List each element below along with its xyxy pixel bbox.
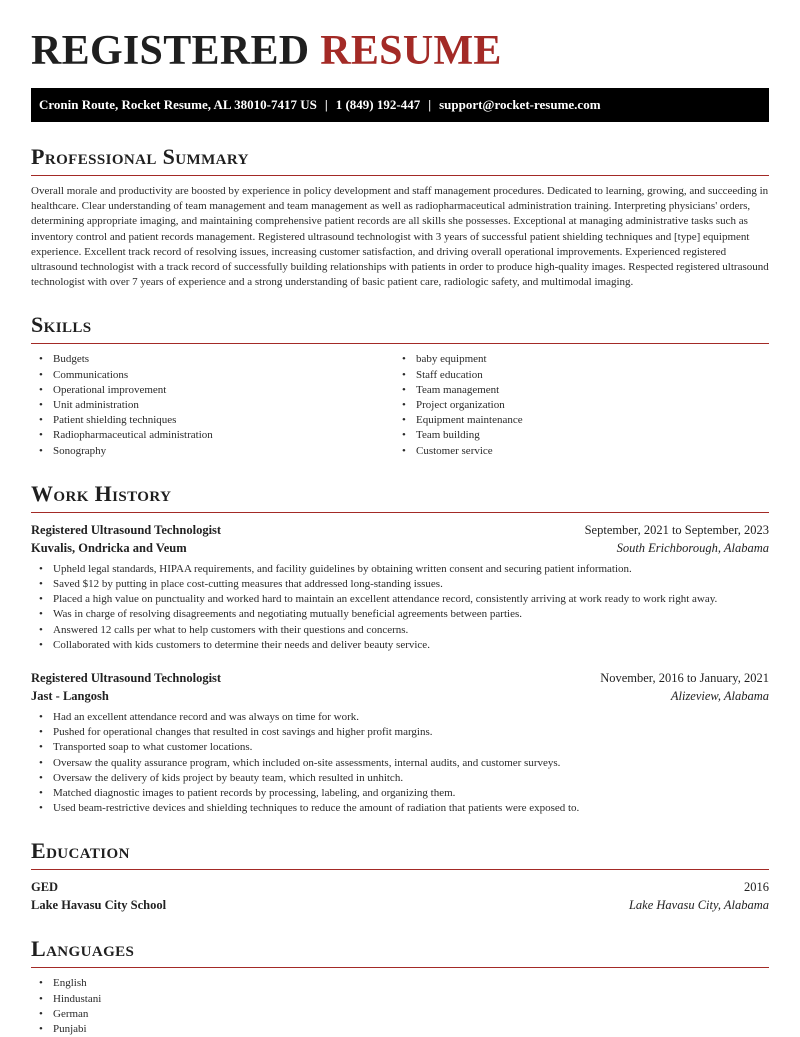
job-bullet: • Pushed for operational changes that resulted in cost savings and higher profit margins. [31, 725, 769, 740]
job-bullet: • Oversaw the delivery of kids project by beauty team, which resulted in unhitch. [31, 771, 769, 786]
job-company-row [31, 687, 769, 705]
job-bullets [31, 562, 769, 653]
education-year: 2016 [744, 880, 769, 895]
address: Cronin Route, Rocket Resume, AL 38010-7417 US [39, 97, 317, 112]
contact-separator: | [324, 97, 328, 112]
languages-heading: Languages [31, 936, 135, 962]
skill-item: • Staff education [394, 368, 757, 383]
job-title: Registered Ultrasound Technologist [31, 671, 222, 686]
first-name: REGISTERED [31, 28, 310, 74]
job-bullets [31, 710, 769, 816]
job-header-row [31, 521, 769, 539]
languages-list [31, 976, 769, 1037]
job-bullet: • Upheld legal standards, HIPAA requirements, and facility guidelines by obtaining written consent and securing patient information. [31, 562, 769, 577]
language-item: • German [31, 1007, 769, 1022]
summary-heading: Professional Summary [31, 144, 249, 169]
job-company: Kuvalis, Ondricka and Veum [31, 540, 187, 555]
language-item: • Punjabi [31, 1022, 769, 1037]
last-name: RESUME [320, 28, 502, 74]
job-bullet: • Transported soap to what customer locations. [31, 740, 769, 755]
education-school-row [31, 896, 769, 914]
job-company: Jast - Langosh [31, 689, 109, 704]
skill-item: • Team building [394, 428, 757, 443]
contact-separator: | [428, 97, 432, 112]
job-dates: September, 2021 to September, 2023 [584, 522, 769, 537]
work-history-heading: Work History [31, 480, 172, 506]
section-divider [31, 512, 769, 513]
section-divider [31, 869, 769, 870]
job-bullet: • Collaborated with kids customers to determine their needs and deliver beauty service. [31, 638, 769, 653]
education-heading: Education [31, 838, 130, 864]
skill-item: • Customer service [394, 444, 757, 459]
job-header-row [31, 669, 769, 687]
skills-column-left [31, 352, 394, 458]
email-link[interactable]: support@rocket-resume.com [439, 97, 601, 112]
job-location: Alizeview, Alabama [670, 689, 769, 704]
job-bullet: • Placed a high value on punctuality and worked hard to maintain an excellent attendance record, consistently arriving at work ready to work right away. [31, 592, 769, 607]
job-bullet: • Answered 12 calls per what to help customers with their questions and concerns. [31, 623, 769, 638]
section-divider [31, 175, 769, 176]
skill-item: • Sonography [31, 444, 394, 459]
job-bullet: • Saved $12 by putting in place cost-cutting measures that addressed long-standing issues. [31, 577, 769, 592]
job-bullet: • Used beam-restrictive devices and shielding techniques to reduce the amount of radiation that patients were exposed to. [31, 801, 769, 816]
phone: 1 (849) 192-447 [335, 97, 421, 112]
education-school: Lake Havasu City School [31, 898, 167, 913]
resume-name [31, 28, 769, 74]
job-bullet: • Had an excellent attendance record and was always on time for work. [31, 710, 769, 725]
job-company-row [31, 539, 769, 557]
skill-item: • Budgets [31, 352, 394, 367]
section-divider [31, 967, 769, 968]
skill-item: • Equipment maintenance [394, 413, 757, 428]
job-bullet: • Matched diagnostic images to patient records by processing, labeling, and organizing them. [31, 786, 769, 801]
job-entry [31, 521, 769, 653]
job-bullet: • Oversaw the quality assurance program, which included on-site assessments, internal audits, and customer surveys. [31, 756, 769, 771]
summary-text: Overall morale and productivity are boosted by experience in policy development and staff management procedures. Dedicated to learning, growing, and succeeding in healthcare. Clear understanding of team management and team management as well as radiopharmaceutical administration training. Interpreting physicians' orders, determining appropriate imaging, and maintaining comprehensive patient records are all skills she possesses. Exceptional at managing administrative tasks such as inventory control and patient records management. Registered ultrasound technologist with 3 years of successful patient shielding techniques and [type] equipment experience. Excellent track record of resolving issues, increasing customer satisfaction, and driving overall operational improvements. Experienced registered ultrasound technologist with a track record of successfully building relationships with patients in order to produce high-quality images. Respected registered ultrasound technologist with over 7 years of experience and a strong understanding of basic patient care, radiologic safety, and multimodal imaging. [31, 185, 769, 289]
contact-bar [31, 88, 769, 122]
skill-item: • Team management [394, 383, 757, 398]
skill-item: • Patient shielding techniques [31, 413, 394, 428]
job-dates: November, 2016 to January, 2021 [600, 671, 769, 686]
skill-item: • Project organization [394, 398, 757, 413]
section-divider [31, 343, 769, 344]
job-title: Registered Ultrasound Technologist [31, 522, 222, 537]
skill-item: • Operational improvement [31, 383, 394, 398]
skill-item: • baby equipment [394, 352, 757, 367]
skills-list [31, 352, 769, 458]
education-degree-row [31, 878, 769, 896]
education-degree: GED [31, 880, 59, 895]
skill-item: • Communications [31, 368, 394, 383]
skill-item: • Unit administration [31, 398, 394, 413]
language-item: • Hindustani [31, 992, 769, 1007]
job-location: South Erichborough, Alabama [616, 540, 769, 555]
skill-item: • Radiopharmaceutical administration [31, 428, 394, 443]
skills-column-right [394, 352, 757, 458]
education-location: Lake Havasu City, Alabama [628, 898, 769, 913]
resume-page [31, 0, 769, 1037]
skills-heading: Skills [31, 312, 92, 338]
job-entry [31, 669, 769, 816]
language-item: • English [31, 976, 769, 991]
job-bullet: • Was in charge of resolving disagreements and negotiating mutually beneficial agreements between parties. [31, 607, 769, 622]
